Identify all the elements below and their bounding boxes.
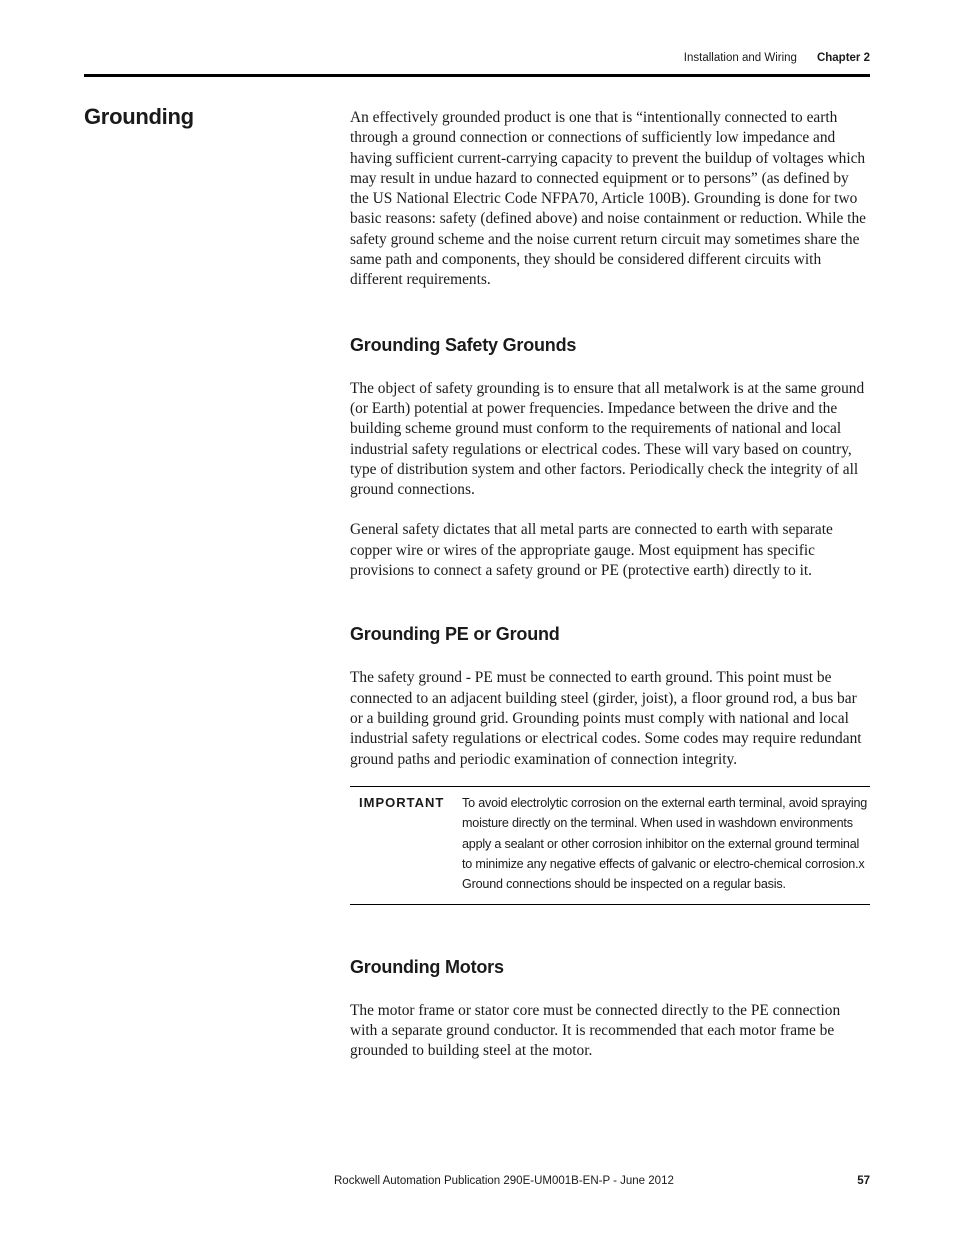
- section-title-motors: Grounding Motors: [350, 956, 504, 977]
- intro-paragraph: An effectively grounded product is one that is “intentionally connected to earth through a ground connection or connections of sufficiently low impedance and having sufficient current-carrying capacity to prevent the buildup of voltages which may result in undue hazard to connected equipment or to persons” (as defined by the US National Electric Code NFPA70, Article 100B). Grounding is done for two basic reasons: safety (defined above) and noise containment or reduction. While the safety ground scheme and the noise current return circuit may sometimes share the same path and components, they should be considered different circuits with different requirements.: [350, 109, 866, 289]
- safety-grounds-paragraph-2: General safety dictates that all metal parts are connected to earth with separate copper wire or wires of the appropriate gauge. Most equipment has specific provisions to connect a safety ground or PE (protective earth) directly to it.: [350, 521, 833, 580]
- section-title-pe-ground: Grounding PE or Ground: [350, 624, 560, 645]
- important-text: To avoid electrolytic corrosion on the external earth terminal, avoid spraying moisture directly on the terminal. When used in washdown environments apply a sealant or other corrosion inhibitor on the external ground terminal to minimize any negative effects of galvanic or electro-chemical corrosion.x Ground connections should be inspected on a regular basis.: [462, 795, 868, 892]
- safety-grounds-paragraph-1: The object of safety grounding is to ensure that all metalwork is at the same ground (or Earth) potential at power frequencies. Impedance between the drive and the building scheme ground must conform to the requirements of national and local industrial safety regulations or electrical codes. These will vary based on country, type of distribution system and other factors. Periodically check the integrity of all ground connections.: [350, 379, 865, 499]
- header-section-title: Installation and Wiring: [683, 52, 797, 64]
- running-header: [684, 52, 870, 64]
- footer-page-number: 57: [857, 1175, 870, 1187]
- important-label: IMPORTANT: [359, 794, 445, 810]
- header-chapter: Chapter 2: [816, 52, 870, 64]
- header-rule: [84, 74, 870, 77]
- section-title-safety-grounds: Grounding Safety Grounds: [350, 334, 577, 355]
- motors-paragraph: The motor frame or stator core must be connected directly to the PE connection with a separate ground conductor. It is recommended that each motor frame be grounded to building steel at the motor.: [350, 1001, 841, 1060]
- pe-ground-paragraph: The safety ground - PE must be connected to earth ground. This point must be connected to an adjacent building steel (girder, joist), a floor ground rod, a bus bar or a building ground grid. Grounding points must comply with national and local industrial safety regulations or electrical codes. Some codes may require redundant ground paths and periodic examination of connection integrity.: [350, 669, 862, 768]
- page-title: Grounding: [84, 104, 194, 129]
- content-column: [350, 108, 870, 1062]
- important-note: [350, 786, 870, 905]
- footer-publication: Rockwell Automation Publication 290E-UM001B-EN-P - June 2012: [334, 1175, 674, 1187]
